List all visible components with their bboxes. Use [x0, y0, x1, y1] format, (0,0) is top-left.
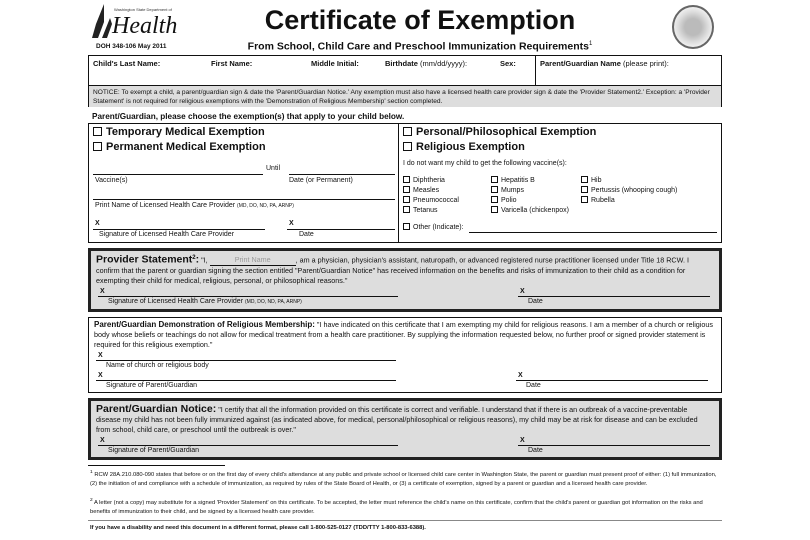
provider-name-label: [95, 202, 294, 210]
birthdate-format: (mm/dd/yyyy):: [420, 59, 468, 68]
first-name-field[interactable]: First Name:: [211, 59, 253, 68]
label: Pneumococcal: [413, 197, 459, 204]
guardian-signature-cell: [96, 371, 396, 390]
other-input[interactable]: [469, 232, 717, 233]
checkbox-icon: [93, 142, 102, 151]
other-checkbox[interactable]: [403, 223, 464, 232]
birthdate-field[interactable]: [381, 56, 496, 85]
checkbox-icon: [581, 196, 588, 203]
personal-philosophical-checkbox[interactable]: [403, 126, 596, 139]
vaccine-prompt: I do not want my child to get the following vaccine(s):: [403, 160, 567, 167]
label: Temporary Medical Exemption: [106, 126, 265, 138]
footnote-number: 2: [90, 498, 93, 503]
guardian-signature-cell: [98, 436, 398, 455]
notice-date-cell: [518, 436, 710, 455]
footnote-divider: [88, 465, 225, 466]
logo-department: Washington State Department of: [114, 7, 172, 12]
footnote-text: RCW 28A.210.080-090 states that before or on the first day of every child's attendance at any public and private school or licensed child care center in Washington State, the parent or guardian must present proof of either: (1) full immunization, (2) the initiation of and compliance with a schedule of immunization, as required by rules of the State Board of Health, or (3) a certificate of exemption, signed by a parent or guardian and a licensed health care provider.: [90, 471, 717, 487]
checkbox-icon: [581, 186, 588, 193]
notice-date-input[interactable]: [518, 436, 710, 446]
church-name-input[interactable]: [96, 351, 396, 361]
footnote-ref: 2: [192, 255, 196, 261]
church-label: Name of church or religious body: [106, 362, 209, 370]
label: Personal/Philosophical Exemption: [416, 126, 597, 138]
print-name-input[interactable]: Print Name: [210, 255, 296, 266]
religious-signature-row: [94, 371, 716, 390]
x-mark: X: [100, 288, 105, 296]
provider-text: "I,: [201, 255, 208, 265]
vaccine-checkbox[interactable]: [491, 196, 581, 205]
provider-signature-input[interactable]: [93, 229, 265, 230]
logo-health: Health: [112, 13, 178, 39]
checkbox-icon: [403, 176, 410, 183]
last-name-field[interactable]: Child's Last Name:: [93, 59, 161, 68]
vaccine-checkbox[interactable]: [581, 186, 731, 195]
until-label: Until: [266, 165, 281, 172]
label: Hepatitis B: [501, 177, 535, 184]
provider-paragraph: [96, 253, 714, 286]
checkbox-icon: [403, 206, 410, 213]
religious-membership-section: [88, 317, 722, 393]
statement-sections: [88, 248, 722, 460]
vaccine-checkbox-list: [403, 176, 731, 215]
church-cell: [96, 351, 396, 370]
date-permanent-label: Date (or Permanent): [289, 177, 353, 184]
subtitle-text: From School, Child Care and Preschool Immunization Requirements: [247, 40, 589, 53]
label: Measles: [413, 187, 440, 194]
nonmedical-exemption-column: [399, 124, 721, 242]
parent-notice-section: [88, 398, 722, 460]
checkbox-icon: [403, 142, 412, 151]
until-date-input[interactable]: [289, 174, 395, 175]
checkbox-icon: [491, 206, 498, 213]
religious-text: "I have indicated on this certificate that I am exempting my child for religious reasons. I am a member of a church or religious body whose beliefs or teachings do not allow for medical treatment from a health care practitioner. By supplying the information requested below, no further proof or signed provider statement is required for this religious exemption.": [94, 320, 713, 350]
checkbox-icon: [403, 223, 410, 230]
x-mark: X: [520, 437, 525, 445]
religious-date-cell: [516, 371, 708, 390]
provider-date-input[interactable]: [518, 287, 710, 297]
checkbox-icon: [491, 196, 498, 203]
creds: (MD, DO, ND, PA, ARNP): [244, 299, 302, 306]
provider-name-input[interactable]: [93, 199, 395, 200]
x-mark: X: [98, 352, 103, 360]
x-mark: X: [95, 220, 100, 227]
vaccines-input[interactable]: [93, 174, 263, 175]
disability-notice: If you have a disability and need this document in a different format, please call 1-800-525-0127 (TDD/TTY 1-800-833-6388).: [90, 525, 426, 531]
provider-text: , am a physician, physician's assistant, naturopath, or advanced registered nurse practitioner licensed under Title 18 RCW. I confirm that the parent or guardian signing the section entitled "Parent/Guardian Notice" has received information on the benefits and risks of immunization to their child as a condition for exempting their child for medical, religious, personal, or philosophical reasons.": [96, 255, 689, 286]
label: Pertussis (whooping cough): [591, 187, 678, 194]
guardian-signature-input[interactable]: [96, 371, 396, 381]
checkbox-icon: [581, 176, 588, 183]
checkbox-icon: [403, 196, 410, 203]
vaccine-checkbox[interactable]: [491, 186, 581, 195]
provider-statement-section: [88, 248, 722, 312]
guardian-name-field[interactable]: [536, 56, 721, 85]
date-label: Date: [528, 447, 543, 455]
checkbox-icon: [491, 186, 498, 193]
page-subtitle: [210, 38, 630, 53]
provider-heading: Provider Statement: [96, 253, 193, 266]
notice-signature-row: [96, 436, 714, 455]
checkbox-icon: [491, 176, 498, 183]
label: Tetanus: [413, 207, 438, 214]
label: Varicella (chickenpox): [501, 207, 569, 214]
temporary-medical-checkbox[interactable]: [93, 126, 265, 139]
state-seal-icon: [672, 5, 714, 49]
exemption-prompt: Parent/Guardian, please choose the exemption(s) that apply to your child below.: [92, 112, 405, 121]
child-info-section: [88, 55, 722, 107]
vaccine-checkbox[interactable]: [403, 176, 491, 185]
provider-signature-label: [98, 297, 398, 307]
checkbox-icon: [403, 186, 410, 193]
guardian-label: Parent/Guardian Name: [540, 59, 621, 68]
date-label: Date: [528, 298, 543, 306]
provider-date-input[interactable]: [287, 229, 395, 230]
birthdate-label: Birthdate: [385, 59, 418, 68]
x-mark: X: [98, 372, 103, 380]
checkbox-icon: [93, 127, 102, 136]
footnote-ref: 1: [588, 41, 593, 47]
health-logo-icon: [90, 4, 112, 40]
vaccine-checkbox[interactable]: [403, 186, 491, 195]
notice-text: "I certify that all the information provided on this certificate is correct and verifiable. I understand that if there is an outbreak of a vaccine-preventable disease my child has not been fully immunized against (as indicated above, for medical, personal/philosophical or religious reasons), my child may be at risk for disease and can be excluded from school, child care, or preschool until the outbreak is over.": [96, 405, 698, 435]
label: Other (Indicate):: [413, 224, 464, 231]
vaccine-checkbox[interactable]: [491, 206, 731, 215]
notice-paragraph: [96, 403, 714, 435]
footnote-1: [90, 468, 720, 489]
vaccine-checkbox[interactable]: [581, 176, 731, 185]
vaccine-checkbox[interactable]: [403, 206, 491, 215]
label: Mumps: [501, 187, 524, 194]
label: Polio: [501, 197, 517, 204]
religious-date-input[interactable]: [516, 371, 708, 381]
religious-checkbox[interactable]: [403, 141, 525, 154]
divider: [88, 520, 722, 521]
religious-heading: Parent/Guardian Demonstration of Religious Membership:: [94, 320, 315, 330]
checkbox-icon: [403, 127, 412, 136]
x-mark: X: [100, 437, 105, 445]
vaccine-checkbox[interactable]: [403, 196, 491, 205]
doc-number: DOH 348-106 May 2011: [96, 43, 167, 50]
exemption-section: [88, 123, 722, 243]
label: Diphtheria: [413, 177, 445, 184]
provider-signature-row: [96, 287, 714, 307]
church-row: [94, 351, 716, 370]
religious-paragraph: [94, 320, 716, 350]
x-mark: X: [289, 220, 294, 227]
vaccine-checkbox[interactable]: [581, 196, 731, 205]
provider-signature-cell: [98, 287, 398, 307]
label: Hib: [591, 177, 602, 184]
date-label: Date: [526, 382, 541, 390]
creds: (MD, DO, ND, PA, ARNP): [237, 203, 294, 209]
sex-field[interactable]: Sex:: [496, 56, 536, 85]
notice-text: NOTICE: To exempt a child, a parent/guardian sign & date the 'Parent/Guardian Notice.' Any exemption must also have a licensed health care provider sign & date the 'Provider Statement2.' Exception: a 'Provider Statement' is not required for religious exemptions with the 'Demonstration of Religious Membership' section completed.: [89, 86, 721, 107]
medical-exemption-column: [89, 124, 399, 242]
label: Permanent Medical Exemption: [106, 141, 266, 153]
guardian-hint: (please print):: [622, 59, 669, 68]
x-mark: X: [518, 372, 523, 380]
provider-signature-input[interactable]: [98, 287, 398, 297]
middle-initial-field[interactable]: Middle Initial:: [311, 59, 359, 68]
provider-signature-label: Signature of Licensed Health Care Provider: [99, 231, 235, 238]
label: Print Name of Licensed Health Care Provider: [95, 202, 236, 209]
footnote-text: A letter (not a copy) may substitute for a signed 'Provider Statement' on this certificate. To be accepted, the letter must reference the child's name on this certificate, confirm that the child's parent or guardian got information on the risks and benefits of immunization to their child, and be signed by a licensed health care provider.: [90, 499, 703, 515]
guardian-signature-label: Signature of Parent/Guardian: [108, 447, 200, 455]
provider-date-cell: [518, 287, 710, 307]
colon: :: [195, 253, 200, 266]
footnote-2: [90, 496, 720, 517]
notice-heading: Parent/Guardian Notice:: [96, 403, 217, 416]
guardian-signature-label: Signature of Parent/Guardian: [106, 382, 198, 390]
label: Signature of Licensed Health Care Provider: [108, 298, 244, 306]
permanent-medical-checkbox[interactable]: [93, 141, 266, 154]
label: Rubella: [591, 197, 615, 204]
label: Religious Exemption: [416, 141, 525, 153]
page-title: Certificate of Exemption: [264, 5, 576, 35]
date-label: Date: [299, 231, 314, 238]
x-mark: X: [520, 288, 525, 296]
footnote-number: 1: [90, 470, 93, 475]
vaccine-checkbox[interactable]: [491, 176, 581, 185]
vaccines-label: Vaccine(s): [95, 177, 128, 184]
guardian-signature-input[interactable]: [98, 436, 398, 446]
